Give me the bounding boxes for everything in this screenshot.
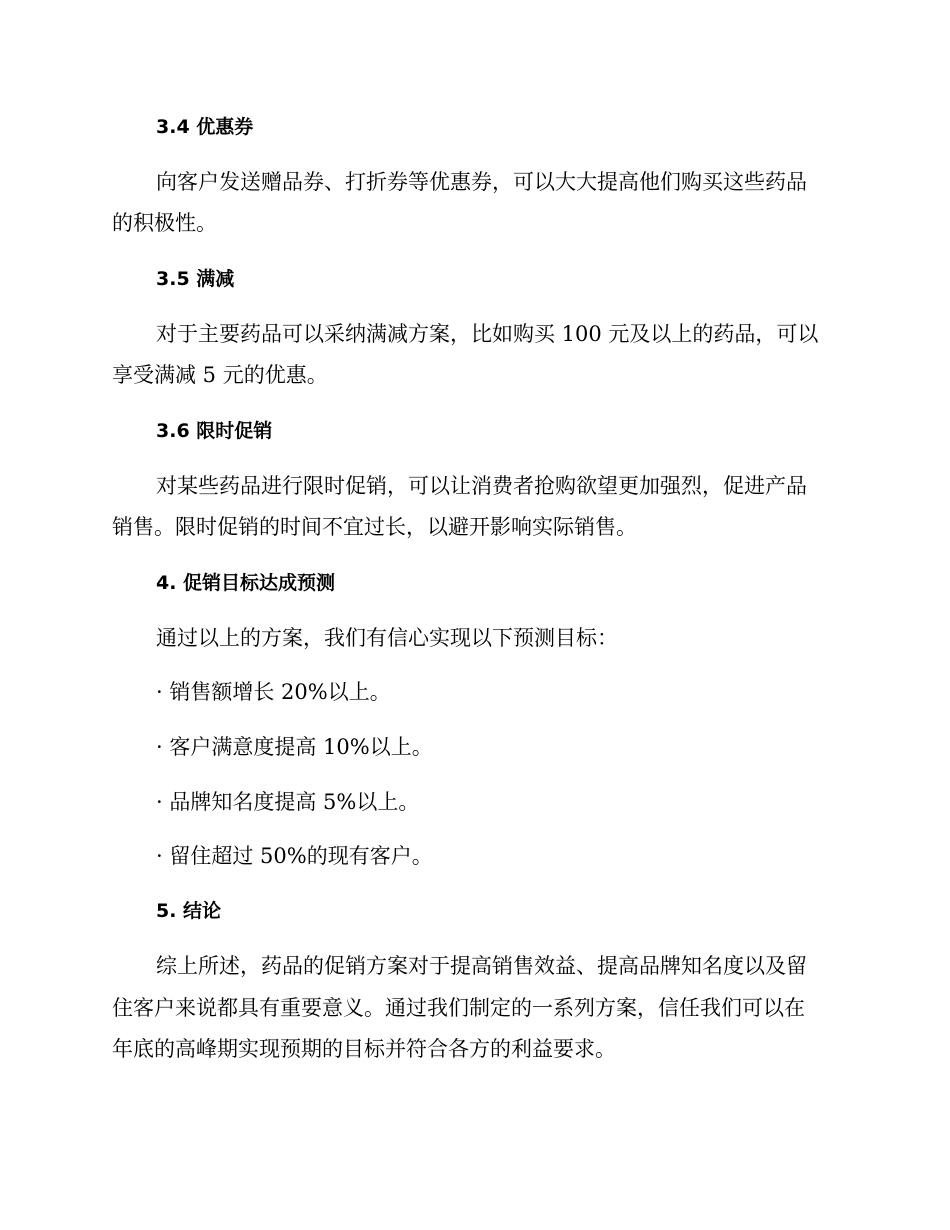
paragraph-discount-line-1: 对于主要药品可以采纳满减方案，比如购买 100 元及以上的药品，可以	[156, 322, 819, 346]
paragraph-coupon-line-2: 的积极性。	[112, 211, 217, 235]
paragraph-conclusion-line-3: 年底的高峰期实现预期的目标并符合各方的利益要求。	[112, 1037, 616, 1061]
paragraph-conclusion-line-1: 综上所述，药品的促销方案对于提高销售效益、提高品牌知名度以及留	[156, 954, 807, 978]
paragraph-discount-line-2: 享受满减 5 元的优惠。	[112, 363, 328, 387]
list-item-sales-growth: · 销售额增长 20%以上。	[156, 680, 391, 704]
paragraph-conclusion-line-2: 住客户来说都具有重要意义。通过我们制定的一系列方案，信任我们可以在	[112, 996, 805, 1020]
paragraph-flash-sale-line-2: 销售。限时促销的时间不宜过长，以避开影响实际销售。	[112, 515, 637, 539]
heading-3-5: 3.5 满减	[156, 268, 235, 290]
heading-4: 4. 促销目标达成预测	[156, 572, 336, 594]
paragraph-flash-sale-line-1: 对某些药品进行限时促销，可以让消费者抢购欲望更加强烈，促进产品	[156, 474, 807, 498]
heading-5: 5. 结论	[156, 900, 222, 922]
list-item-customer-satisfaction: · 客户满意度提高 10%以上。	[156, 735, 433, 759]
list-item-brand-awareness: · 品牌知名度提高 5%以上。	[156, 790, 420, 814]
list-item-customer-retention: · 留住超过 50%的现有客户。	[156, 844, 433, 868]
heading-3-4: 3.4 优惠券	[156, 116, 254, 138]
paragraph-coupon-line-1: 向客户发送赠品券、打折券等优惠券，可以大大提高他们购买这些药品	[156, 170, 807, 194]
paragraph-forecast-intro: 通过以上的方案，我们有信心实现以下预测目标：	[156, 626, 618, 650]
heading-3-6: 3.6 限时促销	[156, 420, 273, 442]
